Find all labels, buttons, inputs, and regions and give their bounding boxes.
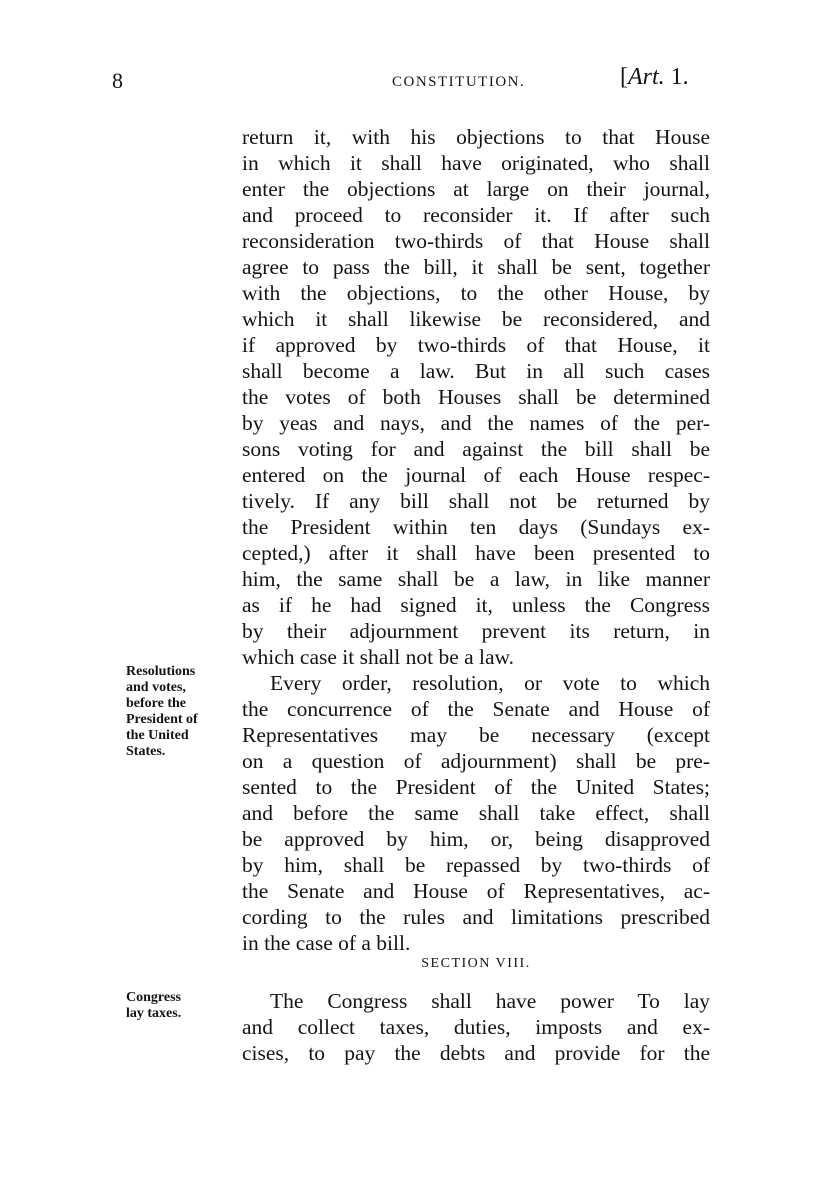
text-line: by their adjournment prevent its return, in <box>242 619 710 643</box>
margin-note-line: lay taxes. <box>126 1006 182 1021</box>
text-line: him, the same shall be a law, in like manner <box>242 567 710 591</box>
margin-note-line: Resolutions <box>126 664 196 679</box>
text-line: if approved by two-thirds of that House, it <box>242 333 710 357</box>
text-line: the President within ten days (Sundays ex- <box>242 515 710 539</box>
text-line: by yeas and nays, and the names of the per- <box>242 411 710 435</box>
text-line: on a question of adjournment) shall be pre- <box>242 749 710 773</box>
article-reference <box>620 64 689 91</box>
text-line: by him, shall be repassed by two-thirds of <box>242 853 710 877</box>
text-line: entered on the journal of each House respec- <box>242 463 710 487</box>
text-line: with the objections, to the other House, by <box>242 281 710 305</box>
text-line: and proceed to reconsider it. If after such <box>242 203 710 227</box>
text-line: the Senate and House of Representatives, ac- <box>242 879 710 903</box>
margin-note-resolutions <box>126 664 238 760</box>
text-line: in the case of a bill. <box>242 931 411 955</box>
running-title: CONSTITUTION. <box>392 74 526 90</box>
text-line: Representatives may be necessary (except <box>242 723 710 747</box>
margin-note-line: States. <box>126 744 166 759</box>
text-line: reconsideration two-thirds of that House shall <box>242 229 710 253</box>
text-line: be approved by him, or, being disapproved <box>242 827 710 851</box>
page-number: 8 <box>112 68 123 93</box>
margin-note-line: Congress <box>126 990 181 1005</box>
margin-note-line: President of <box>126 712 198 727</box>
article-bracket: [ <box>620 64 628 90</box>
text-line: which case it shall not be a law. <box>242 645 515 669</box>
section-heading: SECTION VIII. <box>421 956 531 971</box>
text-line: as if he had signed it, unless the Congress <box>242 593 710 617</box>
text-line: cording to the rules and limitations prescribed <box>242 905 710 929</box>
text-line: cepted,) after it shall have been presented to <box>242 541 710 565</box>
text-line: tively. If any bill shall not be returned by <box>242 489 710 513</box>
text-line: Every order, resolution, or vote to which <box>270 671 710 695</box>
text-line: sons voting for and against the bill shall be <box>242 437 710 461</box>
margin-note-line: the United <box>126 728 189 743</box>
text-line: the votes of both Houses shall be determined <box>242 385 710 409</box>
text-line: and collect taxes, duties, imposts and ex- <box>242 1015 710 1039</box>
text-line: agree to pass the bill, it shall be sent, together <box>242 255 710 279</box>
text-line: the concurrence of the Senate and House of <box>242 697 710 721</box>
margin-note-line: and votes, <box>126 680 186 695</box>
text-line: and before the same shall take effect, shall <box>242 801 710 825</box>
article-abbrev: Art. <box>628 64 665 90</box>
article-number: 1. <box>670 64 689 90</box>
text-line: The Congress shall have power To lay <box>270 989 710 1013</box>
text-line: sented to the President of the United States; <box>242 775 710 799</box>
page-header <box>0 62 840 98</box>
text-line: shall become a law. But in all such cases <box>242 359 710 383</box>
margin-note-line: before the <box>126 696 186 711</box>
text-line: cises, to pay the debts and provide for the <box>242 1041 710 1065</box>
text-line: return it, with his objections to that House <box>242 125 710 149</box>
text-line: which it shall likewise be reconsidered, and <box>242 307 710 331</box>
text-line: enter the objections at large on their journal, <box>242 177 710 201</box>
margin-note-congress <box>126 990 238 1022</box>
text-line: in which it shall have originated, who shall <box>242 151 710 175</box>
